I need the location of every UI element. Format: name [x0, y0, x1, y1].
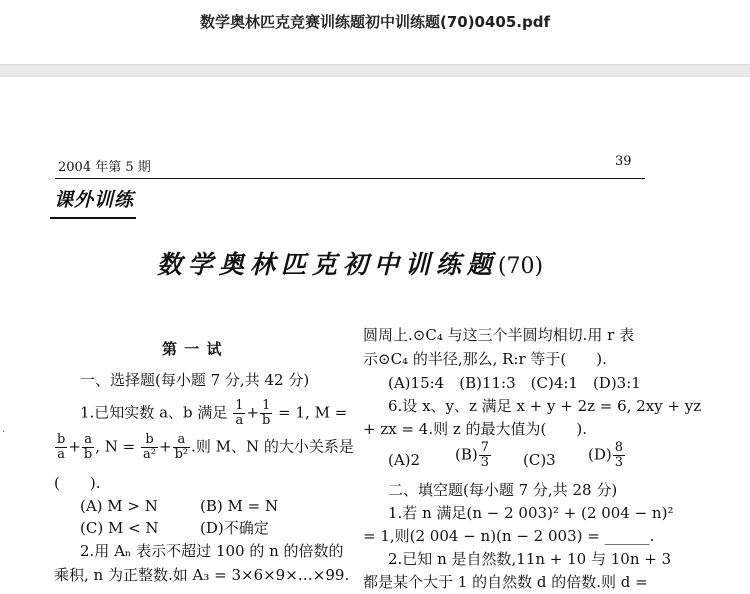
q1-option-d: (D)不确定 [200, 519, 269, 537]
fill-heading: 二、填空题(每小题 7 分,共 28 分) [388, 481, 618, 499]
q6-option-d-label: (D) [588, 445, 612, 464]
q1-blank: ( ). [54, 474, 101, 492]
q1-line2: $\frac{b}{a}$ + $\frac{a}{b}$ , N = $\frac{b}{\text{a²}}$ + $\frac{a}{\text{b²}}$ .则 M、N 的大小关系是 [57, 432, 354, 462]
page-number: 39 [615, 154, 632, 169]
f2-line2: 都是某个大于 1 的自然数 d 的倍数.则 d = [363, 573, 648, 591]
section-label: 课外训练 [54, 189, 135, 211]
q1-text-c: , N = [95, 437, 136, 456]
q6-option-c: (C)3 [523, 451, 556, 469]
q6-option-d [588, 441, 626, 470]
q5-line2: 示⊙C₄ 的半径,那么, R:r 等于( ). [363, 350, 607, 368]
q1-option-c: (C) M < N [80, 519, 159, 537]
q5-line1: 圆周上.⊙C₄ 与这三个半圆均相切.用 r 表 [363, 326, 635, 344]
q6-option-a: (A)2 [388, 451, 421, 469]
q2-line2: 乘积, n 为正整数.如 A₃ = 3×6×9×…×99. [54, 566, 350, 584]
f2-line1: 2.已知 n 是自然数,11n + 10 与 10n + 3 [388, 550, 672, 568]
q1-option-a: (A) M > N [80, 497, 158, 515]
q5-options: (A)15:4 (B)11:3 (C)4:1 (D)3:1 [388, 374, 641, 392]
q6-option-b-label: (B) [455, 445, 478, 464]
part-heading: 第 一 试 [162, 340, 223, 358]
frac-8-over-3: $\frac{8}{3}$ [614, 440, 624, 470]
frac-a-over-b2: $\frac{a}{\text{b²}}$ [174, 432, 189, 462]
q6-option-b [455, 441, 492, 470]
frac-7-over-3: $\frac{7}{3}$ [480, 440, 490, 470]
q1-text-d: .则 M、N 的大小关系是 [191, 437, 354, 456]
f1-line2: = 1,则(2 004 − n)(n − 2 003) = ______. [363, 527, 655, 545]
q1-text-b: = 1, M = [278, 403, 348, 422]
q1-line1: 1.已知实数 a、b 满足 $\frac{1}{a}$ + $\frac{1}{b}$ = 1, M = [80, 398, 348, 428]
doc-title [0, 245, 700, 281]
doc-title-number: (70) [497, 254, 544, 279]
choice-heading: 一、选择题(每小题 7 分,共 42 分) [80, 371, 310, 389]
title-bar [0, 0, 750, 64]
q6-line2: + zx = 4.则 z 的最大值为( ). [363, 420, 588, 438]
q1-text-a: 1.已知实数 a、b 满足 [80, 403, 228, 422]
q2-line1: 2.用 Aₙ 表示不超过 100 的 n 的倍数的 [80, 542, 344, 560]
pdf-page[interactable] [0, 77, 750, 590]
q6-line1: 6.设 x、y、z 满足 x + y + 2z = 6, 2xy + yz [388, 397, 702, 415]
f1-line1: 1.若 n 满足(n − 2 003)² + (2 004 − n)² [388, 504, 674, 522]
page-margin-mark: · [2, 427, 6, 438]
window-title: 数学奥林匹克竞赛训练题初中训练题(70)0405.pdf [199, 12, 551, 31]
frac-b-over-a: $\frac{b}{a}$ [57, 432, 66, 462]
doc-title-main: 数学奥林匹克初中训练题 [156, 250, 498, 279]
frac-b-over-a2: $\frac{b}{\text{a²}}$ [143, 432, 156, 462]
header-rule [55, 178, 645, 179]
frac-a-over-b: $\frac{a}{b}$ [83, 432, 93, 462]
q1-option-b: (B) M = N [200, 497, 279, 515]
toolbar-separator [0, 64, 750, 78]
issue-header: 2004 年第 5 期 [58, 160, 151, 175]
frac-1-over-b: $\frac{1}{b}$ [262, 398, 271, 428]
frac-1-over-a: $\frac{1}{a}$ [235, 398, 244, 428]
section-underline [50, 217, 136, 219]
